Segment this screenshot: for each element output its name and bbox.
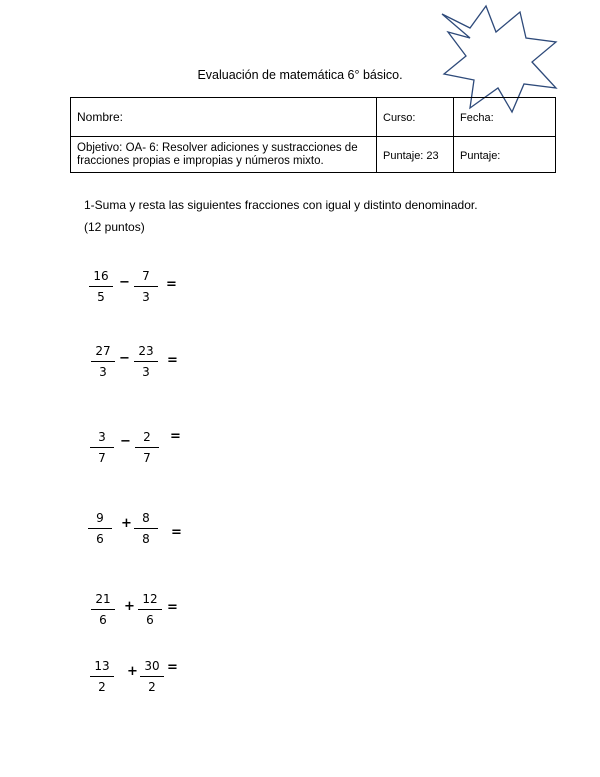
denominator: 3 [142,290,150,304]
numerator: 9 [96,511,104,525]
fraction [87,268,115,305]
fraction [88,658,116,695]
fraction-bar [90,447,114,448]
fraction [136,591,164,628]
numerator: 21 [95,592,111,606]
puntaje-total: Puntaje: 23 [383,149,439,162]
fraction-bar [88,528,112,529]
operator: − [120,434,131,449]
fraction-bar [90,676,114,677]
equals-sign: = [167,660,178,675]
numerator: 27 [95,344,111,358]
nombre-field[interactable]: Nombre: [77,110,124,124]
equals-sign: = [167,353,178,368]
section-points: (12 puntos) [84,220,145,234]
objective-line-1: Objetivo: OA- 6: Resolver adiciones y sustracciones de [77,141,358,154]
denominator: 5 [97,290,105,304]
operator: + [127,664,138,679]
equals-sign: = [167,600,178,615]
operator: − [119,351,130,366]
operator: − [119,275,130,290]
puntaje-field[interactable]: Puntaje: [460,149,501,162]
fraction-bar [134,361,158,362]
operator: + [121,516,132,531]
fraction [89,343,117,380]
numerator: 7 [142,269,150,283]
fraction-bar [91,609,115,610]
denominator: 8 [142,532,150,546]
denominator: 2 [98,680,106,694]
objective-line-2: fracciones propias e impropias y números mixto. [77,154,324,167]
fraction [132,510,160,547]
denominator: 6 [96,532,104,546]
denominator: 2 [148,680,156,694]
denominator: 3 [142,365,150,379]
fraction-bar [135,447,159,448]
fraction [132,268,160,305]
denominator: 7 [143,451,151,465]
fraction [132,343,160,380]
numerator: 3 [98,430,106,444]
fraction [133,429,161,466]
equals-sign: = [170,429,181,444]
fraction-bar [138,609,162,610]
equals-sign: = [171,525,182,540]
numerator: 16 [93,269,109,283]
numerator: 23 [138,344,154,358]
numerator: 8 [142,511,150,525]
fraction [138,658,166,695]
denominator: 6 [146,613,154,627]
fraction [88,429,116,466]
fraction-bar [134,286,158,287]
fraction [89,591,117,628]
curso-field[interactable]: Curso: [383,112,416,124]
fraction-bar [140,676,164,677]
fraction-bar [134,528,158,529]
student-info-table [70,97,556,173]
numerator: 2 [143,430,151,444]
page-title: Evaluación de matemática 6° básico. [197,68,403,82]
numerator: 30 [144,659,160,673]
denominator: 7 [98,451,106,465]
equals-sign: = [166,277,177,292]
fraction-bar [89,286,113,287]
numerator: 12 [142,592,158,606]
numerator: 13 [94,659,110,673]
denominator: 6 [99,613,107,627]
fraction [86,510,114,547]
fraction-bar [91,361,115,362]
section-instruction: 1-Suma y resta las siguientes fracciones con igual y distinto denominador. [84,198,478,212]
fecha-field[interactable]: Fecha: [460,112,494,124]
objective-cell [71,137,377,173]
denominator: 3 [99,365,107,379]
operator: + [124,599,135,614]
